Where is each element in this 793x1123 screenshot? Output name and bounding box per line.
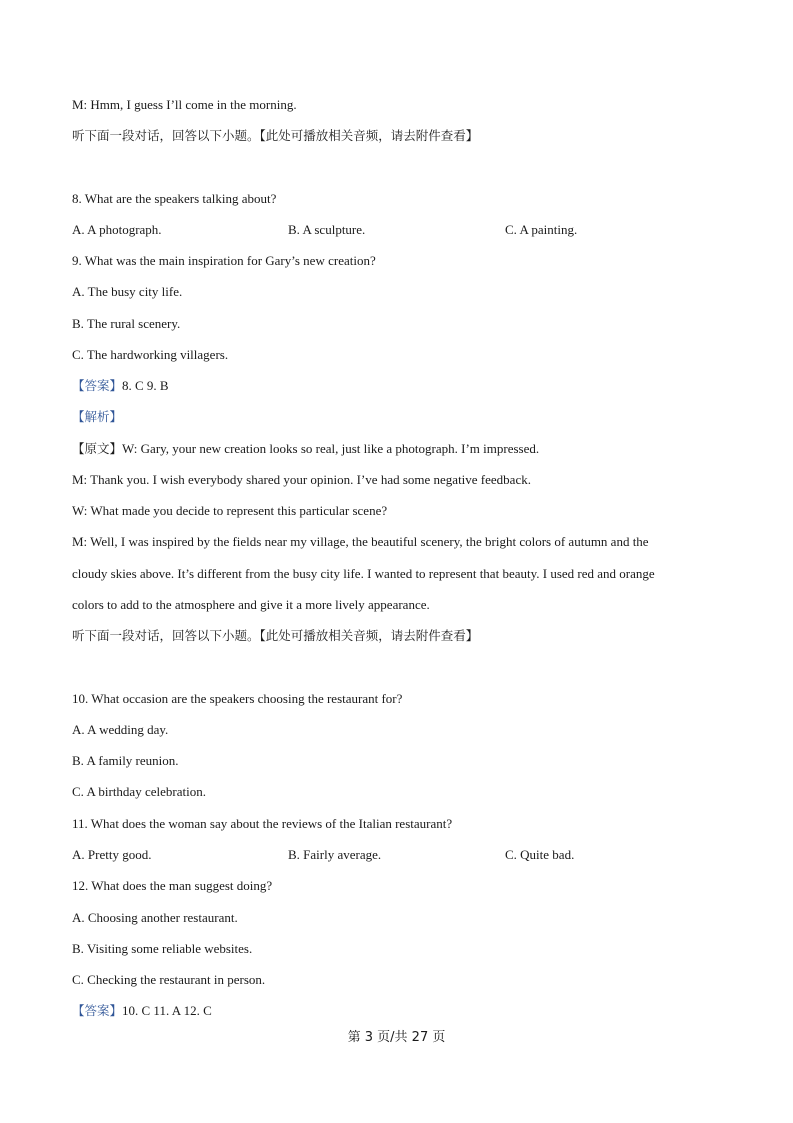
q11-option-a: A. Pretty good. (72, 847, 152, 862)
q11-option-c: C. Quite bad. (505, 847, 575, 862)
q8-option-b: B. A sculpture. (288, 222, 366, 237)
q9-option-c: C. The hardworking villagers. (72, 347, 229, 362)
analysis-line (72, 409, 122, 425)
original-text-tag: 【原文】 (72, 441, 123, 456)
q8-option-a: A. A photograph. (72, 222, 162, 237)
question-8: 8. What are the speakers talking about? (72, 191, 277, 206)
answer-text: 8. C 9. B (122, 378, 169, 393)
answer-text: 10. C 11. A 12. C (122, 1003, 212, 1018)
section-instruction: 听下面一段对话，回答以下小题。【此处可播放相关音频，请去附件查看】 (72, 128, 479, 143)
analysis-tag: 【解析】 (72, 409, 123, 424)
question-12: 12. What does the man suggest doing? (72, 878, 273, 893)
q10-option-b: B. A family reunion. (72, 753, 179, 768)
q11-option-b: B. Fairly average. (288, 847, 382, 862)
q9-option-a: A. The busy city life. (72, 284, 183, 299)
page-footer: 第 3 页/共 27 页 (347, 1030, 446, 1045)
section-instruction: 听下面一段对话，回答以下小题。【此处可播放相关音频，请去附件查看】 (72, 628, 479, 643)
q12-option-a: A. Choosing another restaurant. (72, 910, 238, 925)
transcript-line-5: cloudy skies above. It’s different from the busy city life. I wanted to represent that beauty. I used red and orange (72, 566, 655, 581)
transcript-line-4: M: Well, I was inspired by the fields near my village, the beautiful scenery, the bright colors of autumn and the (72, 534, 649, 549)
answer-line-1 (72, 378, 169, 394)
answer-tag: 【答案】 (72, 378, 123, 393)
answer-tag: 【答案】 (72, 1003, 123, 1018)
dialogue-line: M: Hmm, I guess I’ll come in the morning. (72, 97, 297, 112)
transcript-line-1 (72, 441, 539, 457)
question-11: 11. What does the woman say about the reviews of the Italian restaurant? (72, 816, 453, 831)
answer-line-2 (72, 1003, 212, 1019)
transcript-line-6: colors to add to the atmosphere and give it a more lively appearance. (72, 597, 430, 612)
q10-option-c: C. A birthday celebration. (72, 784, 206, 799)
transcript-line-3: W: What made you decide to represent this particular scene? (72, 503, 388, 518)
q12-option-c: C. Checking the restaurant in person. (72, 972, 266, 987)
question-10: 10. What occasion are the speakers choosing the restaurant for? (72, 691, 403, 706)
q8-option-c: C. A painting. (505, 222, 578, 237)
transcript-line-2: M: Thank you. I wish everybody shared your opinion. I’ve had some negative feedback. (72, 472, 531, 487)
q9-option-b: B. The rural scenery. (72, 316, 181, 331)
q10-option-a: A. A wedding day. (72, 722, 169, 737)
transcript-text: W: Gary, your new creation looks so real, just like a photograph. I’m impressed. (122, 441, 540, 456)
q12-option-b: B. Visiting some reliable websites. (72, 941, 253, 956)
question-9: 9. What was the main inspiration for Gary’s new creation? (72, 253, 376, 268)
